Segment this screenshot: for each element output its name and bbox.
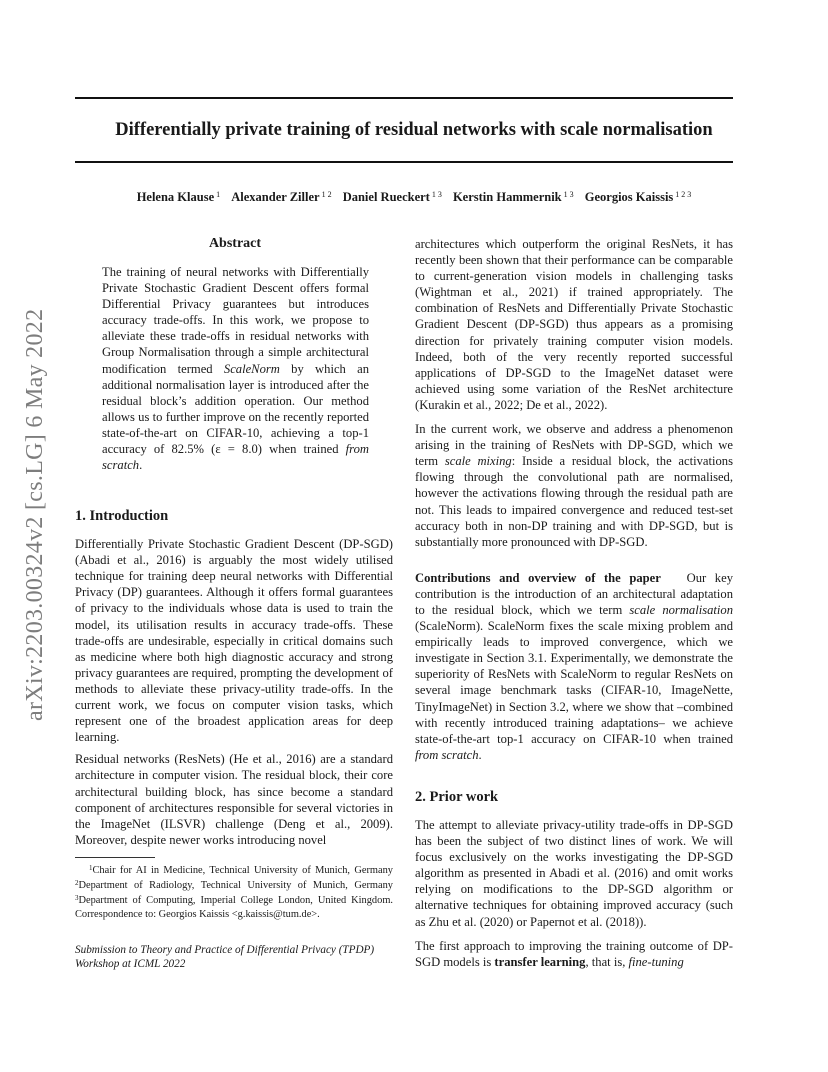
author-name: Kerstin Hammernik $^{1 3}$ bbox=[452, 190, 574, 204]
author-name: Daniel Rueckert $^{1 3}$ bbox=[342, 190, 442, 204]
contributions-heading: Contributions and overview of the paper bbox=[415, 570, 661, 585]
introduction-heading: 1. Introduction bbox=[75, 508, 169, 524]
affiliations-footnote: $^1$Chair for AI in Medicine, Technical University of Munich, Germany $^2$Department of Radiology, Technical University of Munich, Germany $^3$Department of Computing, Imperial College London, United Kingdom. Correspondence to: Georgios Kaissis <g.kaissis@tum.de>. bbox=[75, 864, 393, 920]
intro-paragraph: architectures which outperform the original ResNets, it has recently been shown that their performance can be comparable to current-generation vision models in challenging tasks (Wightman et al., 2021) if trained appropriately. The combination of ResNets and Differentially Private Stochastic Gradient Descent (DP-SGD) thus appears as a promising direction for privately training computer vision models. Indeed, both of the very recently reported successful applications of DP-SGD to the ImageNet dataset were achieved using some variation of the ResNet architecture (Kurakin et al., 2022; De et al., 2022). bbox=[415, 237, 733, 412]
arxiv-stamp: arXiv:2203.00324v2 [cs.LG] 6 May 2022 bbox=[22, 308, 48, 722]
contributions-paragraph: Contributions and overview of the paper Our key contribution is the introduction of an architectural adaptation to the residual block, which we term scale normalisation (ScaleNorm). ScaleNorm fixes the scale mixing problem and empirically leads to improved convergence, which we investigate in Section 3.1. Experimentally, we demonstrate the superiority of ResNets with ScaleNorm to regular ResNets on several image benchmark tasks (CIFAR-10, ImageNette, TinyImageNet) in Section 3.2, where we show that –combined with recently introduced training adaptations– we achieve state-of-the-art top-1 accuracy on CIFAR-10 when trained from scratch. bbox=[415, 570, 737, 762]
prior-work-heading: 2. Prior work bbox=[415, 788, 499, 805]
intro-paragraph: Residual networks (ResNets) (He et al., 2016) are a standard architecture in computer vision. The residual block, their core architectural building block, has since become a standard component of architectures responsible for several victories in the ImageNet (ILSVR) challenge (Deng et al., 2009). Moreover, despite newer works introducing novel bbox=[75, 752, 393, 847]
intro-paragraph: In the current work, we observe and address a phenomenon arising in the training of ResNets with DP-SGD, which we term scale mixing: Inside a residual block, the activations flowing through the convolutional path are normalised, however the activations flowing through the residual path are not. This leads to impaired convergence and reduced test-set accuracy both in non-DP training and with DP-SGD, but is substantially more pronounced with DP-SGD. bbox=[415, 422, 733, 549]
venue-note: Submission to Theory and Practice of Differential Privacy (TPDP) Workshop at ICML 2022 bbox=[75, 944, 375, 970]
abstract-heading: Abstract bbox=[208, 236, 262, 251]
left-column bbox=[75, 508, 393, 848]
author-name: Helena Klause $^1$ bbox=[136, 190, 221, 204]
intro-paragraph: Differentially Private Stochastic Gradient Descent (DP-SGD) (Abadi et al., 2016) is arguably the most widely utilised technique for training deep neural networks with Differential Privacy (DP) guarantees. Although it offers formal guarantees of privacy to the individuals whose data is used to train the model, its utilisation results in accuracy trade-offs. These trade-offs are undesirable, especially in critical domains such as medicine where both high diagnostic accuracy and strong privacy guarantees are required, prompting the development of methods to alleviate these privacy-utility trade-offs. In the current work, we focus on computer vision tasks, which represent one of the broadest application areas for deep learning. bbox=[75, 537, 393, 745]
paper-title: Differentially private training of residual networks with scale normalisation bbox=[115, 120, 713, 140]
title-top-rule bbox=[75, 97, 733, 99]
prior-work-paragraph: The attempt to alleviate privacy-utility trade-offs in DP-SGD has been the subject of two distinct lines of work. We will focus exclusively on the works investigating the DP-SGD algorithm as presented in Abadi et al. (2016) and omit works relying on modifications to the DP-SGD algorithm or alternative techniques for obtaining improved accuracy (such as Zhu et al. (2020) or Papernot et al. (2018)). bbox=[415, 818, 733, 929]
abstract-body: The training of neural networks with Differentially Private Stochastic Gradient Descent offers formal Differential Privacy guarantees but introduces accuracy trade-offs. In this work, we propose to alleviate these trade-offs in residual networks with Group Normalisation through a simple architectural modification termed ScaleNorm by which an additional normalisation layer is introduced after the residual block’s addition operation. Our method allows us to further improve on the recently reported state-of-the-art on CIFAR-10, achieving a top-1 accuracy of 82.5% (ε = 8.0) when trained from scratch. bbox=[102, 265, 369, 473]
author-name: Georgios Kaissis $^{1 2 3}$ bbox=[584, 190, 692, 204]
author-name: Alexander Ziller $^{1 2}$ bbox=[231, 190, 332, 204]
footnote-rule bbox=[75, 857, 155, 858]
prior-work-paragraph: The first approach to improving the training outcome of DP-SGD models is transfer learning, that is, fine-tuning bbox=[415, 938, 733, 969]
title-bottom-rule bbox=[75, 161, 733, 163]
author-list bbox=[0, 190, 828, 205]
right-column bbox=[415, 236, 737, 970]
